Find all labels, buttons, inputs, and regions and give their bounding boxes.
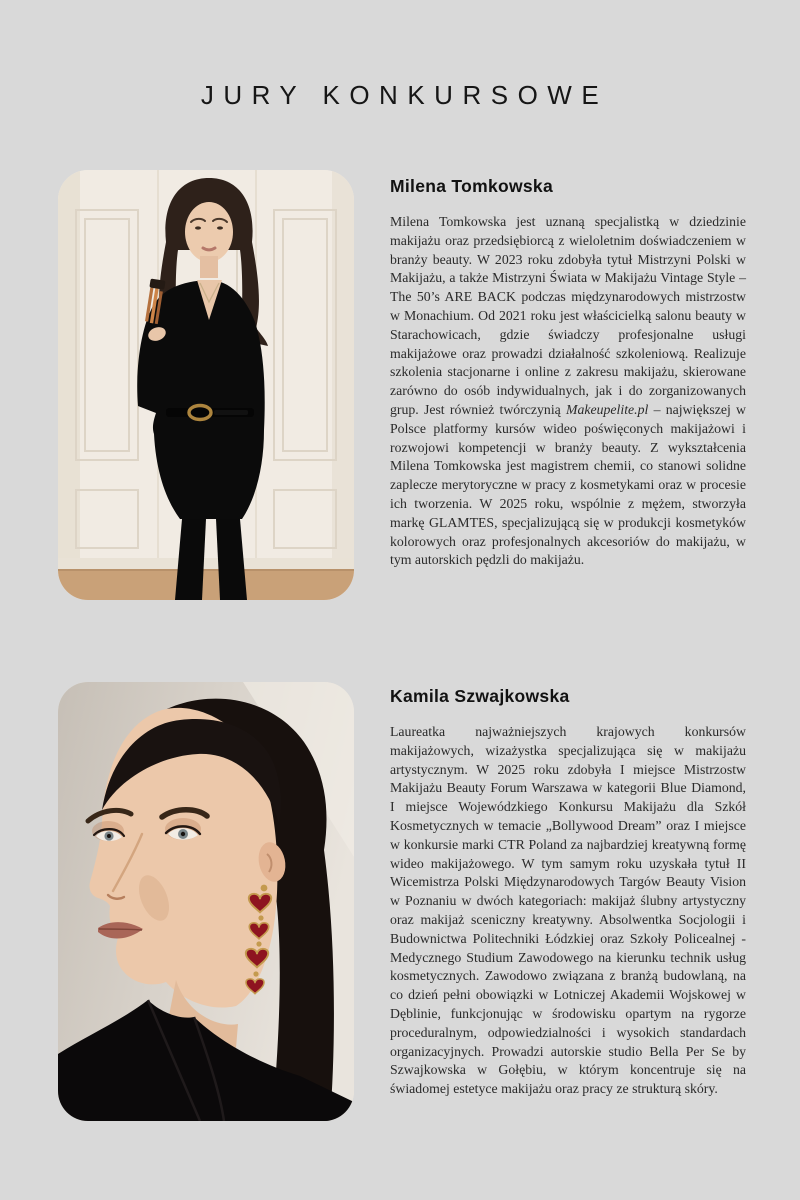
profile-bio-kamila: Laureatka najważniejszych krajowych konkursów makijażowych, wizażystka specjalizująca się w makijażu artystycznym. W 2025 roku zdobyła I miejsce Mistrzostw Makijażu Beauty Forum Warszawa w kategorii Blue Diamond, I miejsce Wojewódzkiego Konkursu Makijażu dla Szkół Kosmetycznych w temacie „Bollywood Dream” oraz I miejsce w konkursie marki CTR Poland za najbardziej kreatywną formę wideo makijażowego. W tym samym roku uzyskała tytuł II Wicemistrza Polski Międzynarodowych Targów Beauty Vision w Poznaniu w dwóch kategoriach: makijaż ślubny artystyczny oraz makijaż sceniczny kreatywny. Absolwentka Socjologii i Budownictwa Politechniki Łódzkiej oraz Szkoły Policealnej - Medycznego Studium Zawodowego na kierunku technik usług kosmetycznych. Zawodowo związana z branżą budowlaną, na co dzień pełni obowiązki w Lotniczej Akademii Wojskowej w Dęblinie, funkcjonując w środowisku opartym na rygorze proceduralnym, odpowiedzialności i wysokich standardach organizacyjnych. Prowadzi autorskie studio Bella Per Se by Szwajkowska w Gołębiu, w którym koncentruje się na świadomej estetyce makijażu oraz pracy ze strukturą skóry.	[390, 724, 746, 1097]
milena-tomkowska-photo	[58, 170, 354, 600]
kamila-szwajkowska-section	[390, 686, 746, 1099]
profile-bio-milena: Milena Tomkowska jest uznaną specjalistką w dziedzinie makijażu oraz przedsiębiorcą z wieloletnim doświadczeniem w branży beauty. W 2023 roku zdobyła tytuł Mistrzyni Polski w Makijażu, a także Mistrzyni Świata w Makijażu Vintage Style – The 50’s ARE BACK podczas międzynarodowych mistrzostw w Monachium. Od 2021 roku jest właścicielką salonu beauty w Starachowicach, gdzie świadczy profesjonalne usługi makijażowe oraz prowadzi działalność szkoleniową. Realizuje szkolenia stacjonarne i online z zakresu makijażu, skierowane zarówno do osób indywidualnych, jak i do zorganizowanych grup. Jest również twórczynią Makeupelite.pl – największej w Polsce platformy kursów wideo poświęconych makijażowi i rozwojowi kompetencji w branży beauty. Z wykształcenia Milena Tomkowska jest magistrem chemii, co stanowi solidne zaplecze merytoryczne w pracy z kosmetykami oraz w procesie ich tworzenia. W 2025 roku, wspólnie z mężem, stworzyła markę GLAMTES, specjalizującą się w produkcji kosmetyków kolorowych oraz profesjonalnych akcesoriów do makijażu, w tym autorskich pędzli do makijażu.	[390, 214, 746, 568]
page-title: JURY KONKURSOWE	[200, 80, 609, 110]
makeupelite-brand: Makeupelite.pl	[566, 401, 649, 417]
profile-name-kamila: Kamila Szwajkowska	[390, 686, 570, 706]
kamila-portrait-illustration	[58, 682, 354, 1121]
milena-portrait-illustration	[58, 170, 354, 600]
profile-name-milena: Milena Tomkowska	[390, 176, 553, 196]
kamila-szwajkowska-photo	[58, 682, 354, 1121]
milena-tomkowska-section	[390, 176, 746, 570]
